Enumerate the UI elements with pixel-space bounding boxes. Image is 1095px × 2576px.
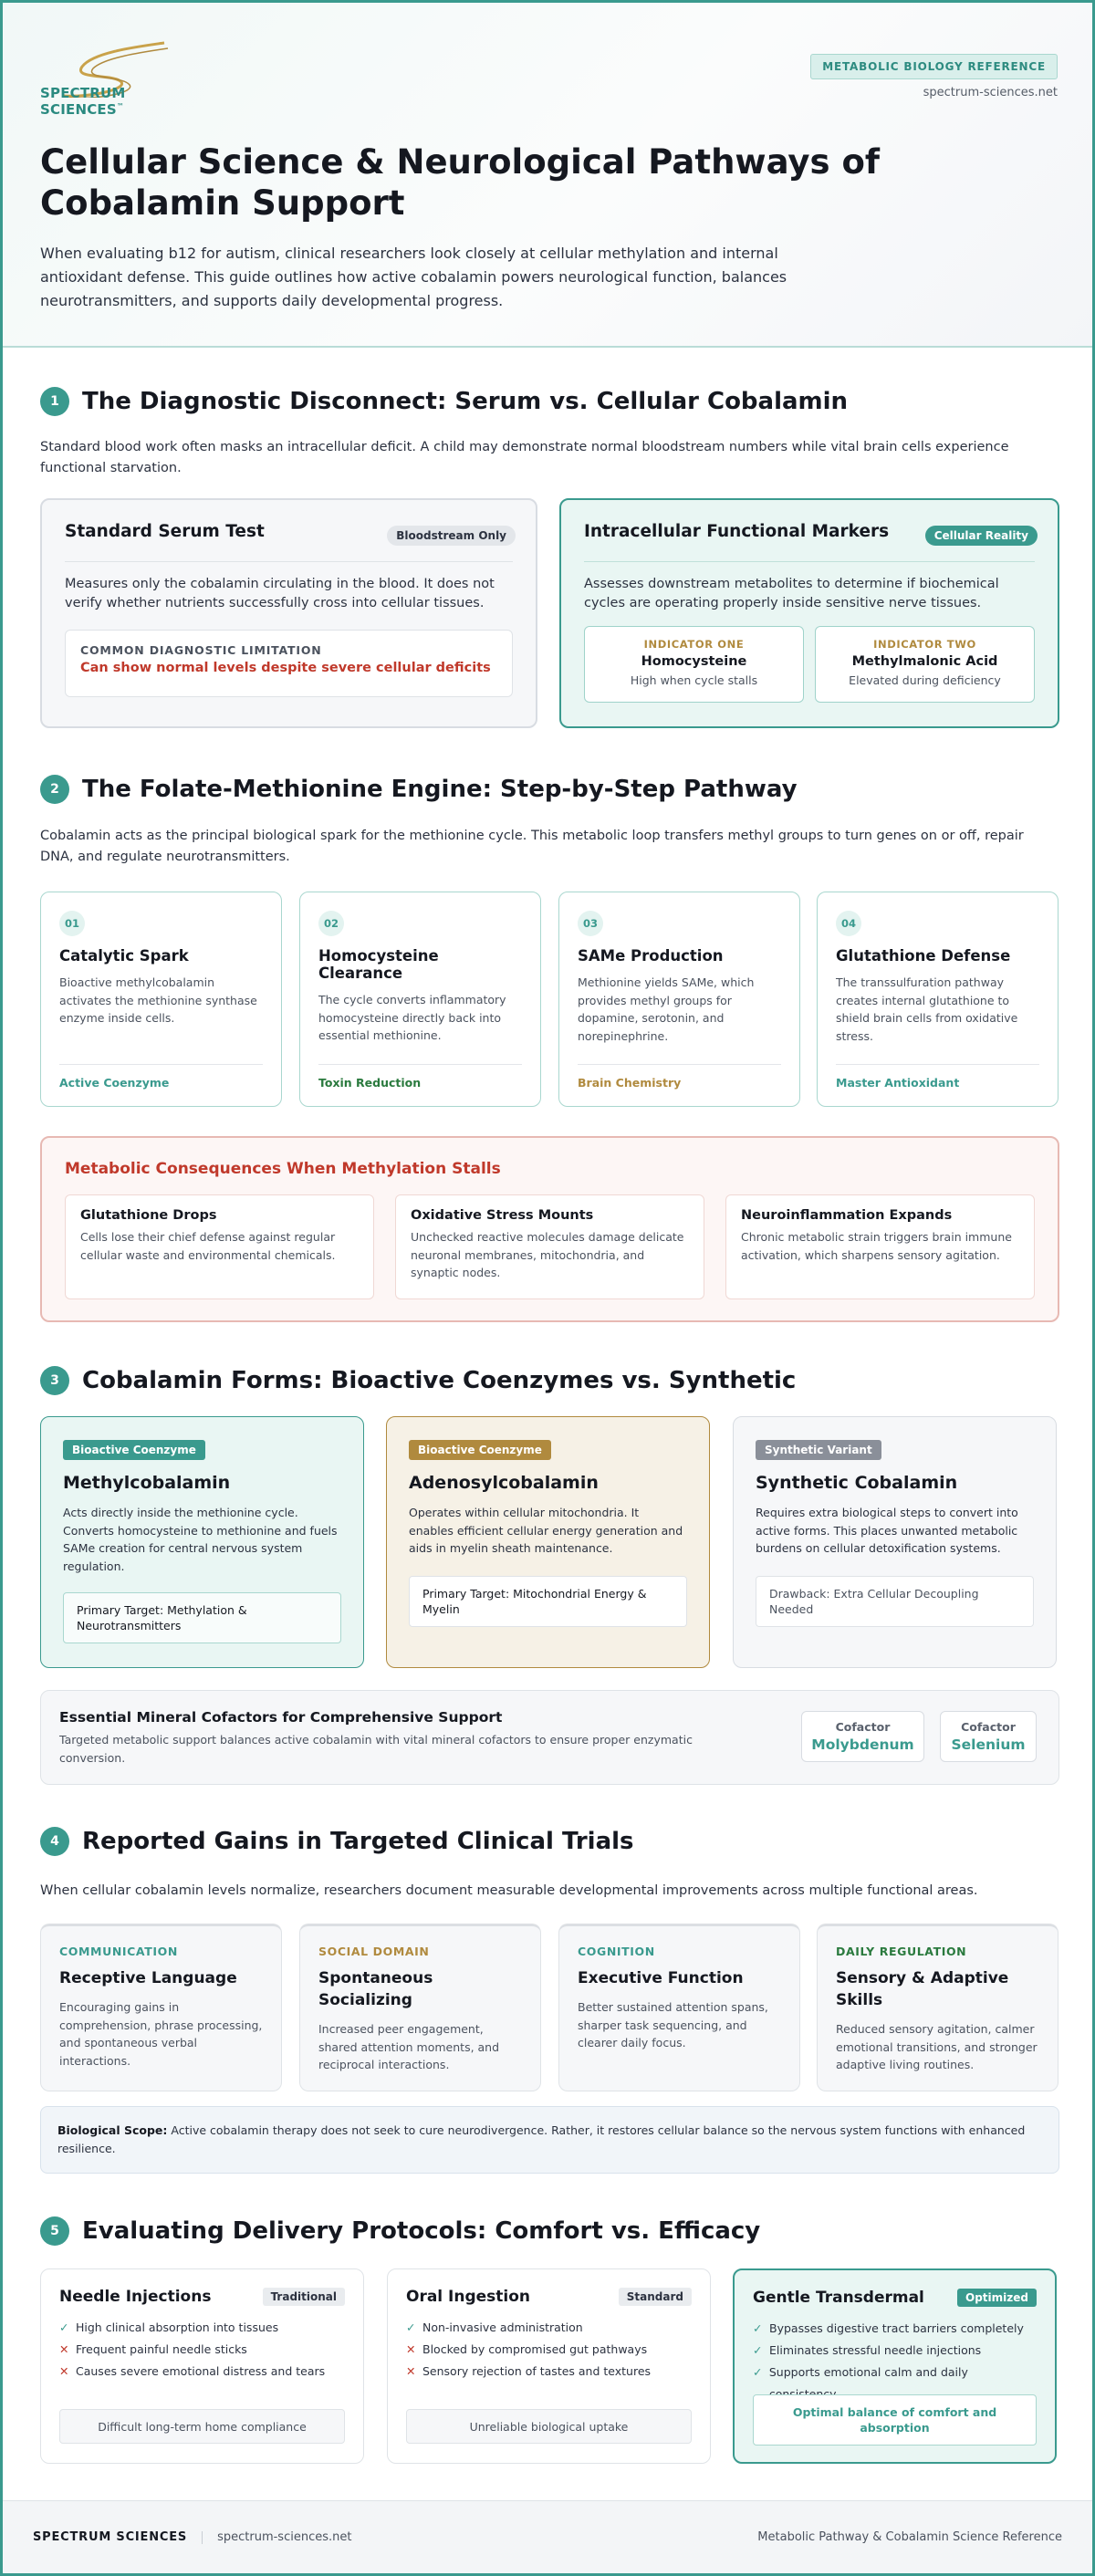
- step-title: Catalytic Spark: [59, 947, 189, 965]
- consequences-title: Metabolic Consequences When Methylation Stalls: [65, 1160, 501, 1178]
- protocol-title: Needle Injections: [59, 2288, 212, 2306]
- footer-divider: [202, 2531, 203, 2544]
- section-title: Evaluating Delivery Protocols: Comfort vs. Efficacy: [82, 2217, 761, 2245]
- scope-label: Biological Scope:: [57, 2123, 168, 2137]
- list-item: [406, 2361, 692, 2383]
- section-number: 5: [40, 2216, 69, 2246]
- section-title: The Diagnostic Disconnect: Serum vs. Cellular Cobalamin: [82, 388, 849, 415]
- gain-description: Encouraging gains in comprehension, phrase processing, and spontaneous verbal interactions.: [59, 2000, 263, 2068]
- list-item: [59, 2339, 345, 2361]
- protocol-title: Gentle Transdermal: [753, 2289, 924, 2307]
- step-tag: Active Coenzyme: [59, 1064, 263, 1090]
- protocol-tag: Optimized: [957, 2289, 1037, 2307]
- section-2-intro: Cobalamin acts as the principal biological spark for the methionine cycle. This metabolic loop transfers methyl groups to turn genes on or off, repair DNA, and regulate neurotransmitters.: [40, 829, 1024, 864]
- form-description: Acts directly inside the methionine cycle. Converts homocysteine to methionine and fuels SAMe creation for central nervous system regulation.: [63, 1506, 338, 1573]
- section-title: Reported Gains in Targeted Clinical Trials: [82, 1828, 634, 1855]
- protocol-points: [406, 2317, 692, 2383]
- cofactor-value: Molybdenum: [811, 1736, 914, 1753]
- gain-title: Executive Function: [578, 1969, 744, 1987]
- protocol-card-transdermal: [733, 2268, 1057, 2464]
- minerals-description: Targeted metabolic support balances active cobalamin with vital mineral cofactors to ensure proper enzymatic conversion.: [59, 1733, 693, 1765]
- gain-title: Receptive Language: [59, 1969, 237, 1987]
- consequence-card: [395, 1194, 704, 1299]
- form-card-adenosylcobalamin: [386, 1416, 710, 1668]
- point-text: Blocked by compromised gut pathways: [422, 2342, 648, 2356]
- gain-card: [558, 1924, 800, 2091]
- footer-brand[interactable]: SPECTRUM SCIENCES: [33, 2530, 188, 2544]
- section-4-heading: [40, 1827, 634, 1856]
- form-badge: Synthetic Variant: [756, 1440, 881, 1460]
- form-description: Operates within cellular mitochondria. It enables efficient cellular energy generation and aids in myelin sheath maintenance.: [409, 1506, 683, 1555]
- limitation-box: [65, 630, 513, 697]
- cellular-markers-card: [559, 498, 1059, 728]
- card-title: Intracellular Functional Markers: [584, 522, 890, 541]
- section-title: The Folate-Methionine Engine: Step-by-Step Pathway: [82, 776, 798, 803]
- serum-test-card: [40, 498, 537, 728]
- step-tag: Brain Chemistry: [578, 1064, 781, 1090]
- step-title: Homocysteine Clearance: [318, 947, 439, 982]
- limitation-label: COMMON DIAGNOSTIC LIMITATION: [80, 643, 322, 657]
- divider: [65, 561, 513, 562]
- cofactor-chip: [940, 1711, 1037, 1762]
- indicator-card: [815, 626, 1035, 703]
- card-title: Standard Serum Test: [65, 522, 265, 541]
- gain-card: [40, 1924, 282, 2091]
- header-url[interactable]: spectrum-sciences.net: [923, 86, 1058, 99]
- card-description: Assesses downstream metabolites to determine if biochemical cycles are operating properly inside sensitive nerve tissues.: [584, 577, 999, 610]
- check-icon: ✓: [406, 2320, 416, 2334]
- section-2-heading: [40, 775, 798, 804]
- form-card-methylcobalamin: [40, 1416, 364, 1668]
- indicator-note: Elevated during deficiency: [849, 673, 1001, 687]
- card-description: Measures only the cobalamin circulating in the blood. It does not verify whether nutrients successfully cross into cellular tissues.: [65, 577, 495, 610]
- protocol-verdict: Unreliable biological uptake: [406, 2409, 692, 2444]
- step-number: 02: [318, 911, 344, 936]
- reference-badge: METABOLIC BIOLOGY REFERENCE: [810, 54, 1058, 79]
- page-lead: When evaluating b12 for autism, clinical researchers look closely at cellular methylation and internal antioxidant defense. This guide outlines how active cobalamin powers neurological function, balances neurotransmitters, and supports daily developmental progress.: [40, 245, 787, 309]
- point-text: Sensory rejection of tastes and textures: [422, 2364, 652, 2378]
- section-1-intro: Standard blood work often masks an intracellular deficit. A child may demonstrate normal bloodstream numbers while vital brain cells experience functional starvation.: [40, 440, 1009, 475]
- gain-domain: DAILY REGULATION: [836, 1945, 967, 1958]
- minerals-title: Essential Mineral Cofactors for Comprehensive Support: [59, 1709, 503, 1726]
- gain-description: Reduced sensory agitation, calmer emotional transitions, and stronger adaptive living routines.: [836, 2022, 1038, 2071]
- section-title: Cobalamin Forms: Bioactive Coenzymes vs. Synthetic: [82, 1367, 797, 1394]
- section-number: 1: [40, 387, 69, 416]
- gain-domain: COGNITION: [578, 1945, 655, 1958]
- form-title: Synthetic Cobalamin: [756, 1473, 958, 1493]
- cross-icon: ✕: [59, 2342, 69, 2356]
- indicator-value: Methylmalonic Acid: [851, 654, 998, 669]
- section-number: 3: [40, 1366, 69, 1395]
- list-item: [59, 2317, 345, 2339]
- protocol-card-injections: [40, 2268, 364, 2464]
- footer-url[interactable]: spectrum-sciences.net: [217, 2530, 352, 2544]
- section-4-intro: When cellular cobalamin levels normalize, researchers document measurable developmental improvements across multiple functional areas.: [40, 1883, 978, 1898]
- indicator-list: [584, 626, 1035, 703]
- list-item: [753, 2340, 1037, 2362]
- list-item: [753, 2318, 1037, 2340]
- consequence-card: [65, 1194, 374, 1299]
- consequence-description: Unchecked reactive molecules damage delicate neuronal membranes, mitochondria, and synaptic nodes.: [411, 1230, 684, 1279]
- gain-title: Sensory & Adaptive Skills: [836, 1969, 1009, 2009]
- protocol-card-oral: [387, 2268, 711, 2464]
- cross-icon: ✕: [406, 2364, 416, 2378]
- gain-title: Spontaneous Socializing: [318, 1969, 433, 2009]
- cofactor-value: Selenium: [951, 1736, 1026, 1753]
- gain-card: [817, 1924, 1058, 2091]
- section-3-heading: [40, 1366, 796, 1395]
- section-1-heading: [40, 387, 848, 416]
- protocol-points: [59, 2317, 345, 2383]
- section-number: 4: [40, 1827, 69, 1856]
- indicator-label: INDICATOR ONE: [643, 638, 745, 651]
- biological-scope-note: [40, 2106, 1059, 2174]
- check-icon: ✓: [753, 2343, 763, 2357]
- point-text: High clinical absorption into tissues: [76, 2320, 279, 2334]
- step-title: SAMe Production: [578, 947, 724, 965]
- footer-reference: Metabolic Pathway & Cobalamin Science Reference: [757, 2530, 1062, 2544]
- point-text: Non-invasive administration: [422, 2320, 583, 2334]
- point-text: Bypasses digestive tract barriers completely: [769, 2321, 1024, 2335]
- step-description: The transsulfuration pathway creates internal glutathione to shield brain cells from oxidative stress.: [836, 975, 1018, 1043]
- pathway-step: [558, 892, 800, 1107]
- status-pill: Cellular Reality: [925, 526, 1038, 546]
- gain-card: [299, 1924, 541, 2091]
- cofactor-label: Cofactor: [835, 1720, 891, 1734]
- protocol-verdict: Difficult long-term home compliance: [59, 2409, 345, 2444]
- check-icon: ✓: [59, 2320, 69, 2334]
- step-description: The cycle converts inflammatory homocysteine directly back into essential methionine.: [318, 993, 506, 1042]
- logo-text: SPECTRUM SCIENCES™: [40, 85, 126, 118]
- pathway-step: [817, 892, 1058, 1107]
- section-5-heading: [40, 2216, 760, 2246]
- step-number: 04: [836, 911, 861, 936]
- form-description: Requires extra biological steps to convert into active forms. This places unwanted metabolic burdens on cellular detoxification systems.: [756, 1506, 1018, 1555]
- pathway-step: [40, 892, 282, 1107]
- step-tag: Toxin Reduction: [318, 1064, 522, 1090]
- hero-header: [3, 3, 1092, 348]
- list-item: [406, 2317, 692, 2339]
- cofactor-label: Cofactor: [961, 1720, 1016, 1734]
- form-title: Methylcobalamin: [63, 1473, 231, 1493]
- gain-description: Increased peer engagement, shared attention moments, and reciprocal interactions.: [318, 2022, 500, 2071]
- status-pill: Bloodstream Only: [387, 526, 516, 546]
- list-item: [406, 2339, 692, 2361]
- indicator-label: INDICATOR TWO: [873, 638, 976, 651]
- consequence-description: Cells lose their chief defense against regular cellular waste and environmental chemicals.: [80, 1230, 336, 1262]
- page-title: Cellular Science & Neurological Pathways of Cobalamin Support: [40, 142, 880, 223]
- form-target: Primary Target: Methylation & Neurotransmitters: [63, 1592, 341, 1643]
- brand-logo[interactable]: [40, 39, 214, 118]
- cross-icon: ✕: [406, 2342, 416, 2356]
- indicator-value: Homocysteine: [641, 654, 747, 669]
- consequence-title: Neuroinflammation Expands: [741, 1208, 953, 1223]
- form-title: Adenosylcobalamin: [409, 1473, 599, 1493]
- point-text: Eliminates stressful needle injections: [769, 2343, 982, 2357]
- step-description: Methionine yields SAMe, which provides methyl groups for dopamine, serotonin, and norepinephrine.: [578, 975, 755, 1043]
- form-badge: Bioactive Coenzyme: [409, 1440, 551, 1460]
- list-item: [59, 2361, 345, 2383]
- consequence-title: Glutathione Drops: [80, 1208, 217, 1223]
- form-target: Primary Target: Mitochondrial Energy & Myelin: [409, 1576, 687, 1627]
- point-text: Frequent painful needle sticks: [76, 2342, 247, 2356]
- step-number: 01: [59, 911, 85, 936]
- step-title: Glutathione Defense: [836, 947, 1011, 965]
- limitation-value: Can show normal levels despite severe cellular deficits: [80, 661, 491, 675]
- protocol-tag: Traditional: [263, 2288, 345, 2306]
- gain-domain: COMMUNICATION: [59, 1945, 178, 1958]
- cross-icon: ✕: [59, 2364, 69, 2378]
- mineral-cofactors-panel: [40, 1690, 1059, 1785]
- protocol-points: [753, 2318, 1037, 2405]
- point-text: Supports emotional calm and daily: [768, 2365, 968, 2379]
- indicator-card: [584, 626, 804, 703]
- consequence-list: [65, 1194, 1035, 1299]
- divider: [584, 561, 1035, 562]
- step-number: 03: [578, 911, 603, 936]
- point-text: Causes severe emotional distress and tears: [76, 2364, 326, 2378]
- indicator-note: High when cycle stalls: [630, 673, 758, 687]
- consequence-card: [725, 1194, 1035, 1299]
- check-icon: ✓: [753, 2321, 763, 2335]
- form-drawback: Drawback: Extra Cellular Decoupling Needed: [756, 1576, 1034, 1627]
- consequences-panel: [40, 1136, 1059, 1322]
- consequence-title: Oxidative Stress Mounts: [411, 1208, 594, 1223]
- protocol-title: Oral Ingestion: [406, 2288, 531, 2306]
- step-description: Bioactive methylcobalamin activates the methionine synthase enzyme inside cells.: [59, 975, 257, 1025]
- form-badge: Bioactive Coenzyme: [63, 1440, 205, 1460]
- check-icon: ✓: [753, 2365, 763, 2379]
- form-card-synthetic: [733, 1416, 1057, 1668]
- gain-domain: SOCIAL DOMAIN: [318, 1945, 430, 1958]
- gain-description: Better sustained attention spans, sharper task sequencing, and clearer daily focus.: [578, 2000, 768, 2049]
- section-number: 2: [40, 775, 69, 804]
- protocol-verdict: Optimal balance of comfort and absorption: [753, 2394, 1037, 2446]
- page-footer: [3, 2500, 1092, 2573]
- scope-text: Active cobalamin therapy does not seek to cure neurodivergence. Rather, it restores cellular balance so the nervous system functions with enhanced resilience.: [57, 2123, 1026, 2155]
- step-tag: Master Antioxidant: [836, 1064, 1039, 1090]
- cofactor-chip: [801, 1711, 924, 1762]
- pathway-step: [299, 892, 541, 1107]
- consequence-description: Chronic metabolic strain triggers brain immune activation, which sharpens sensory agitation.: [741, 1230, 1012, 1262]
- protocol-tag: Standard: [619, 2288, 692, 2306]
